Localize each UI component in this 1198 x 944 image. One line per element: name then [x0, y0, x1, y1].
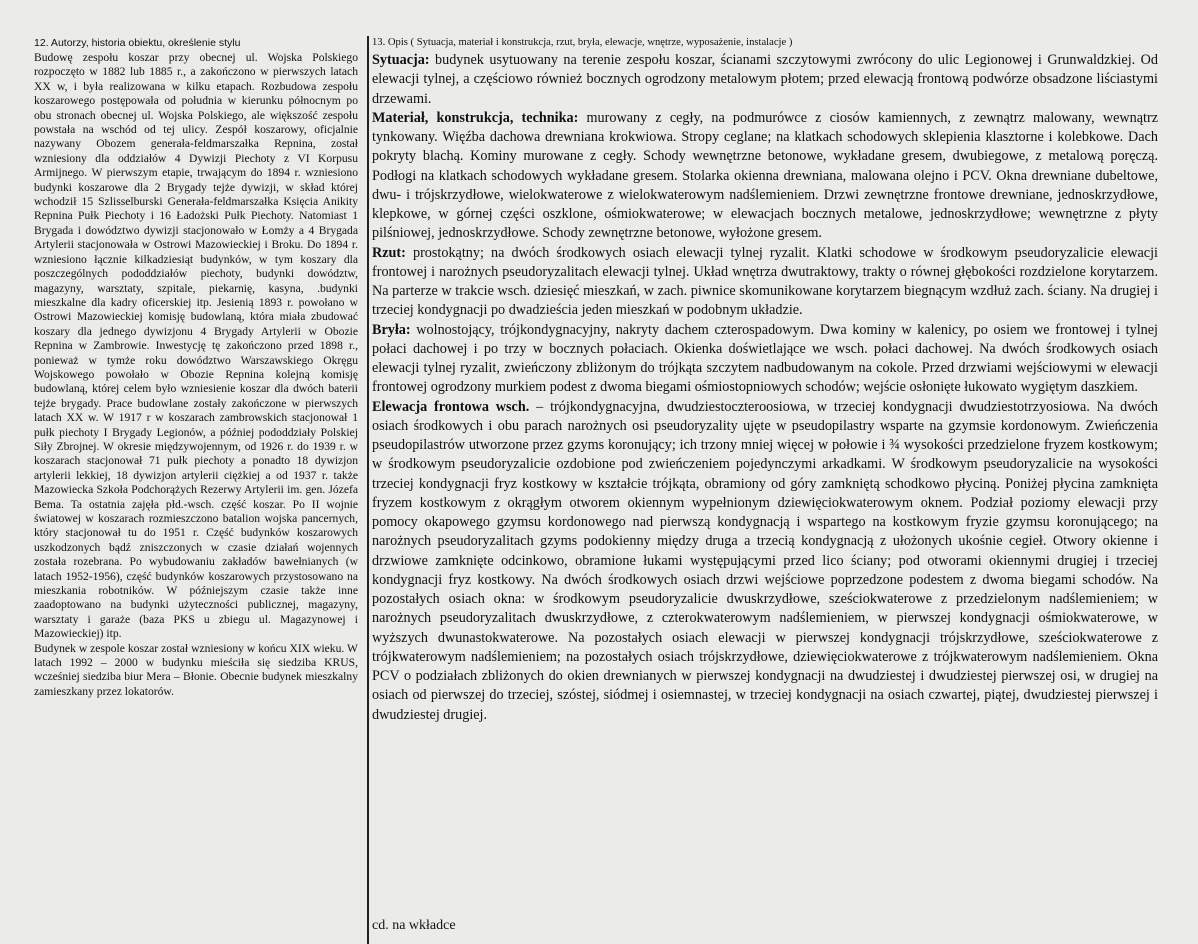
- history-paragraph-1: Budowę zespołu koszar przy obecnej ul. Wojska Polskiego rozpoczęto w 1882 lub 1885 r., a zakończono w pierwszych latach XX w, i była realizowana w kilku etapach. Rozbudowa zespołu koszarowego postępowała od południa w kierunku północnym po obu stronach obecnej ul. Wojska Polskiego, ale większość zespołu powstała na wschód od tej ulicy. Zespół koszarowy, oficjalnie nazywany Obozem generała-feldmarszałka Repnina, został wzniesiony dla oddziałów 4 Dywizji Piechoty z VI Korpusu Armijnego. W pierwszym etapie, trwającym do 1894 r. wzniesiono budynki koszarowe dla 2 Brygady tejże dywizji, w skład której wchodził 15 Szlisselburski Generała-feldmarszałka Księcia Anikity Repnina Pułk Piechoty i 16 Ładożski Pułk Piechoty. Natomiast 1 Brygada i dowództwo dywizji stacjonowało w Łomży a 4 Brygada Artylerii stacjonowała w Ostrowi Mazowieckiej i Broku. Do 1894 r. wzniesiono łącznie kilkadziesiąt budynków, w tym koszary dla poszczególnych pododdziałów piechoty, budynki dowództw, magazyny, warsztaty, szpitale, piekarnię, kasyna, .budynki mieszkalne dla kadry oficerskiej itp. Jesienią 1893 r. powołano w Ostrowi Mazowieckiej komisję budowlaną, która miała zbudować koszary dla jednego dywizjonu 4 Brygady Artylerii w Obozie Repnina w Zambrowie. Inwestycję tę zakończono przed 1898 r., ponieważ w tymże roku dowództwo Warszawskiego Okręgu Wojskowego powołało w Obozie Repnina kolejną komisję budowlaną, której celem było wzniesienie koszar dla dwóch baterii tejże brygady. Prace budowlane zostały zakończone w pierwszych latach XX w. W 1917 r w koszarach zambrowskich stacjonował 1 pułk piechoty I Brygady Legionów, a później pododdziały Polskiej Siły Zbrojnej. W okresie międzywojennym, od 1926 r. do 1939 r. w koszarach stacjonował 71 pułk piechoty a ponadto 18 dywizjon artylerii lekkiej, 18 dywizjon artylerii ciężkiej a od 1937 r. także Mazowiecka Szkoła Podchorążych Rezerwy Artylerii im. gen. Józefa Bema. Ta ostatnia zajęła płd.-wsch. część koszar. Po II wojnie światowej w koszarach rozmieszczono batalion wojska pancernych, który stacjonował tu do 1951 r. Część budynków koszarowych uszkodzonych bądź zniszczonych w czasie działań wojennych została rozebrana. Po wybudowaniu zakładów bawełnianych (w latach 1952-1956), część budynków koszarowych przystosowano na mieszkania robotników. W późniejszym czasie także inne zaadoptowano na budynki użyteczności publicznej, magazyny, warsztaty i garaże (baza PKS u zbiegu ul. Magazynowej i Mazowieckiej) itp.: [34, 51, 358, 641]
- description-header: 13. Opis ( Sytuacja, materiał i konstrukcja, rzut, bryła, elewacje, wnętrze, wyposażenie, instalacje ): [372, 37, 793, 48]
- section-text: wolnostojący, trójkondygnacyjny, nakryty dachem czterospadowym. Dwa kominy w kalenicy, po osiem we frontowej i tylnej połaci dachowej i po trzy w bocznych połaciach. Okienka doświetlające we wsch. połaci dachowej. Na dwóch środkowych osiach elewacji tylnej ryzalit, zwieńczony zbliżonym do trójkąta szczytem nadbudowanym na cokole. Przed drzwiami wejściowymi w elewacji frontowej ogrodzony murkiem podest z dwoma biegami ośmiostopniowych schodów; wejście osłonięte łukowato wygiętym daszkiem.: [372, 321, 1158, 396]
- section-text: prostokątny; na dwóch środkowych osiach elewacji tylnej ryzalit. Klatki schodowe w środkowym pseudoryzalicie elewacji frontowej i narożnych pseudoryzalitach elewacji tylnej. Układ wnętrza dwutraktowy, trakty o równej głębokości rozdzielone korytarzem. Na parterze w trakcie wsch. dziesięć mieszkań, w zach. piwnice skomunikowane korytarzem biegnącym wzdłuż zach. ściany. Na drugiej i trzeciej kondygnacji po dwadzieścia jeden mieszkań w podobnym układzie.: [372, 244, 1158, 319]
- description-column: [372, 36, 1158, 725]
- column-divider: [367, 36, 369, 944]
- history-column: [34, 36, 358, 699]
- section-label: Bryła:: [372, 321, 411, 338]
- section-text: budynek usytuowany na terenie zespołu koszar, ścianami szczytowymi zwrócony do ulic Legionowej i Grunwaldzkiej. Od elewacji tylnej, a częściowo również bocznych ogrodzony metalowym płotem; przed elewacją frontową podwórze obsadzone liściastymi drzewami.: [372, 52, 1158, 107]
- continuation-note: cd. na wkładce: [372, 918, 456, 933]
- section-elewacja-frontowa: [372, 398, 1158, 725]
- section-text: murowany z cegły, na podmurówce z ciosów kamiennych, z zewnątrz malowany, wewnątrz tynkowany. Więźba dachowa drewniana krokwiowa. Stropy ceglane; na klatkach schodowych sklepienia klasztorne i kolebkowe. Dach pokryty blachą. Kominy murowane z cegły. Schody wewnętrzne betonowe, wykładane gresem, dwubiegowe, z metalową poręczą. Podłogi na klatkach schodowych wykładane gresem. Stolarka okienna drewniana, malowana olejno i PCV. Okna drewniane dubeltowe, dwu- i trójskrzydłowe, wielokwaterowe z wielokwaterowym nadślemieniem. Drzwi zewnętrzne frontowe drewniane, jednoskrzydłowe, klepkowe, w górnej części oszklone, ośmiokwaterowe; w elewacjach bocznych metalowe, jednoskrzydłowe; wewnętrzne z płyty pilśniowej, jednoskrzydłowe. Schody zewnętrzne betonowe, wyłożone gresem.: [372, 109, 1158, 242]
- section-label: Sytuacja:: [372, 52, 430, 68]
- section-bryla: [372, 321, 1158, 398]
- section-label: Elewacja frontowa wsch.: [372, 398, 530, 415]
- history-paragraph-2: Budynek w zespole koszar został wzniesiony w końcu XIX wieku. W latach 1992 – 2000 w budynku mieściła się siedziba KRUS, wcześniej siedziba biur Mera – Błonie. Obecnie budynek mieszkalny zamieszkany przez lokatorów.: [34, 641, 358, 698]
- section-label: Materiał, konstrukcja, technika:: [372, 109, 579, 126]
- section-material: [372, 109, 1158, 244]
- section-rzut: [372, 244, 1158, 321]
- section-sytuacja: [372, 51, 1158, 109]
- section-label: Rzut:: [372, 244, 406, 261]
- section-text: – trójkondygnacyjna, dwudziestoczteroosiowa, w trzeciej kondygnacji dwudziestotrzyosiowa. Na dwóch osiach środkowych i obu parach narożnych osi pseudoryzality ujęte w pseudopilastry wsparte na gzymsie kordonowym. Zwieńczenia pseudopilastrów utworzone przez gzyms koronujący; ich trzony mniej więcej w połowie i ¾ wysokości przedzielone fryzem kostkowym; w środkowym pseudoryzalicie ozdobione pod zwieńczeniem pojedynczymi arkadkami. W środkowym pseudoryzalicie na wysokości trzeciej kondygnacji fryz kostkowy w kształcie trójkąta, obramiony od góry zamkniętą schodkowo płyciną. Poniżej płycina zamknięta fryzem kostkowym z okrągłym otworem okiennym wypełnionym dziewięciokwaterowym oknem. Podział poziomy elewacji przy pomocy okapowego gzymsu kordonowego nad pierwszą kondygnacją i wspartego na kostkowym fryzie gzymsu koronującego; na narożnych pseudoryzalitach gzyms podokienny między druga a trzecią kondygnacją z ułożonych ukośnie cegieł. Otwory okienne i drzwiowe zamknięte odcinkowo, obramione łukami występującymi przed lico ściany; pod otworami okiennymi drugiej i trzeciej kondygnacji fryz kostkowy. Na dwóch środkowych osiach drzwi wejściowe poprzedzone podestem z dwoma biegami schodów. Na pozostałych osiach okna: w środkowym pseudoryzalicie dwuskrzydłowe, sześciokwaterowe z przedzielonym nadślemieniem; w narożnych pseudoryzalitach dwuskrzydłowe, z czterokwaterowym nadślemieniem, w pierwszej kondygnacji ośmiokwaterowe, w wyższych dwunastokwaterowe. Na pozostałych osiach elewacji w pierwszej kondygnacji trójskrzydłowe, sześciokwaterowe z trójkwaterowym nadślemieniem; na pozostałych osiach trójskrzydłowe, dziewięciokwaterowe z trójkwaterowym nadślemieniem. Okna PCV o podziałach zbliżonych do okien drewnianych w pierwszej kondygnacji na dwudziestej i dwudziestej pierwszej osi, w drugiej na osiach od pierwszej do trzeciej, szóstej, siódmej i osiemnastej, w trzeciej kondygnacji na osiach czwartej, piątej, dwudziestej pierwszej i dwudziestej drugiej.: [372, 398, 1158, 723]
- history-header: 12. Autorzy, historia obiektu, określenie stylu: [34, 37, 241, 49]
